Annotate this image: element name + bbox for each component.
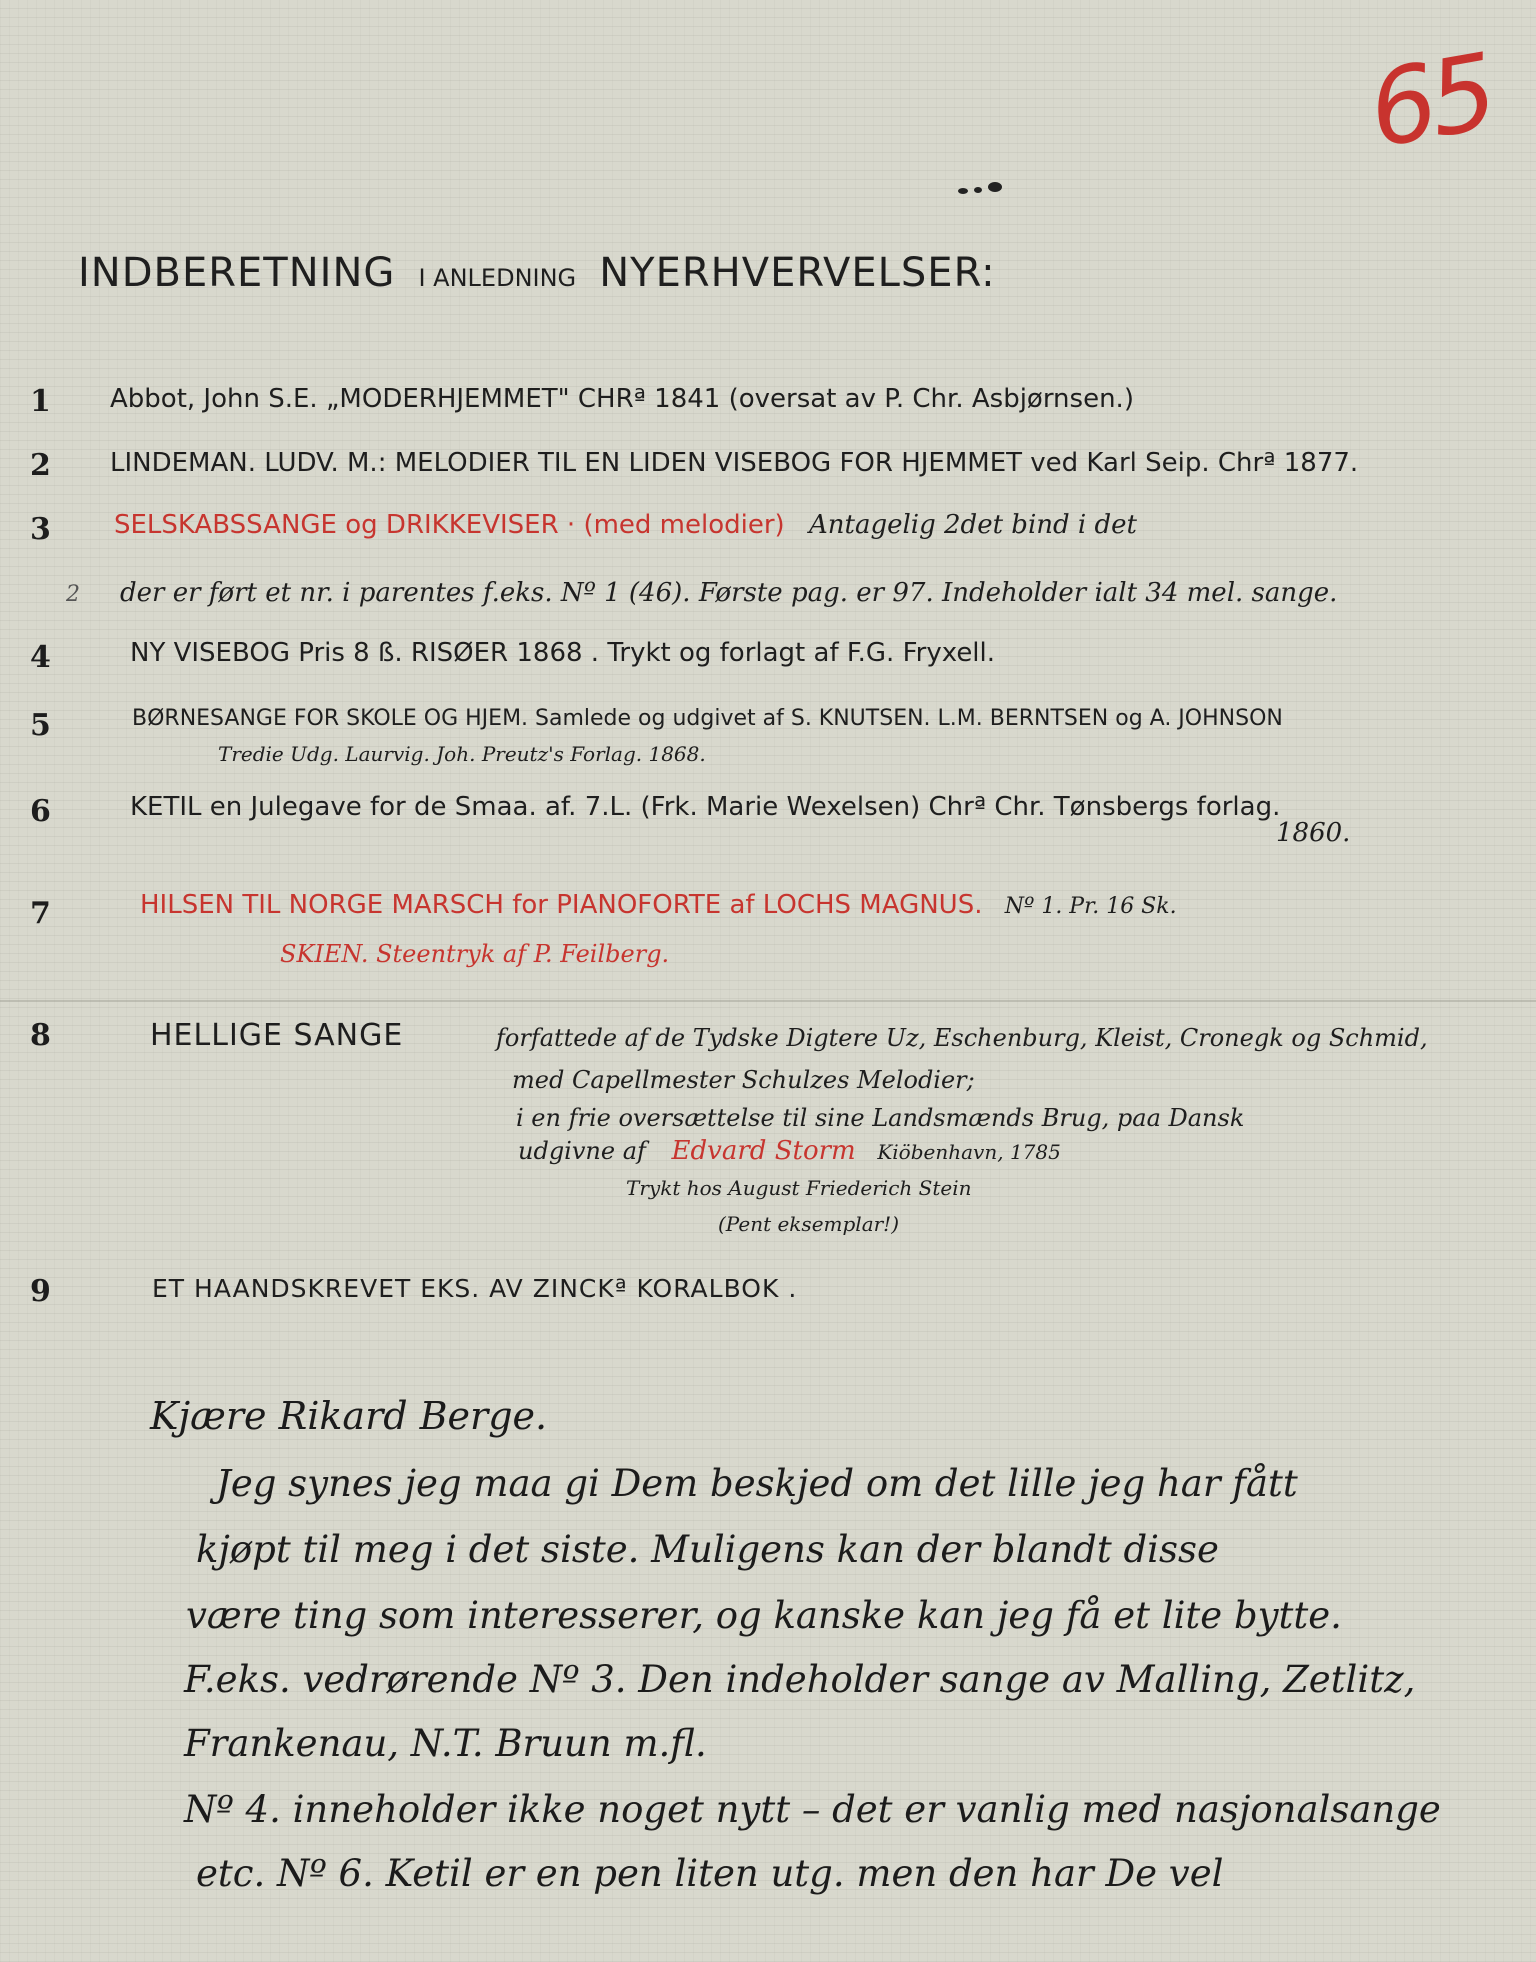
entry-number: 4 (30, 640, 51, 675)
title-part-1: INDBERETNING (78, 250, 396, 296)
entry-8-place-year: Kiöbenhavn, 1785 (877, 1140, 1061, 1164)
entry-8-published-by: udgivne af (518, 1137, 646, 1165)
entry-9-text: ET HAANDSKREVET EKS. AV ZINCKª KORALBOK . (152, 1274, 798, 1303)
entry-number: 6 (30, 794, 51, 829)
entry-2-text: LINDEMAN. LUDV. M.: MELODIER TIL EN LIDEN VISEBOG FOR HJEMMET ved Karl Seip. Chrª 1877. (110, 448, 1359, 478)
ink-blot (958, 182, 1004, 198)
entry-8-line-2: med Capellmester Schulzes Melodier; (512, 1066, 975, 1094)
entry-8-note: (Pent eksemplar!) (718, 1212, 900, 1236)
entry-3-note: Antagelig 2det bind i det (808, 510, 1137, 540)
entry-7-price: Nº 1. Pr. 16 Sk. (1004, 894, 1177, 919)
entry-number: 3 (30, 512, 51, 547)
entry-7-line-2: SKIEN. Steentryk af P. Feilberg. (280, 940, 670, 968)
entry-4-text: NY VISEBOG Pris 8 ß. RISØER 1868 . Trykt og forlagt af F.G. Fryxell. (130, 638, 996, 668)
entry-5-line-2: Tredie Udg. Laurvig. Joh. Preutz's Forlag. 1868. (218, 742, 706, 766)
letter-line-4: F.eks. vedrørende Nº 3. Den indeholder sange av Malling, Zetlitz, (184, 1658, 1416, 1701)
entry-number: 7 (30, 896, 51, 931)
entry-8-line-1: forfattede af de Tydske Digtere Uz, Eschenburg, Kleist, Cronegk og Schmid, (496, 1024, 1428, 1052)
title-part-3: NYERHVERVELSER: (599, 250, 996, 296)
entry-7-red-title: HILSEN TIL NORGE MARSCH for PIANOFORTE af LOCHS MAGNUS. (140, 890, 983, 920)
letter-line-3: være ting som interesserer, og kanske kan jeg få et lite bytte. (186, 1594, 1342, 1637)
entry-number: 5 (30, 708, 51, 743)
entry-8-printer: Trykt hos August Friederich Stein (626, 1176, 972, 1200)
entry-6-line-2: 1860. (1276, 818, 1351, 848)
document-title (78, 250, 996, 296)
entry-number: 9 (30, 1274, 51, 1309)
entry-8-heading: HELLIGE SANGE (150, 1018, 404, 1053)
margin-mark: 2 (66, 582, 80, 607)
entry-number: 2 (30, 448, 51, 483)
letter-line-1: Jeg synes jeg maa gi Dem beskjed om det lille jeg har fått (216, 1462, 1298, 1505)
entry-8-line-4 (518, 1136, 1061, 1166)
entry-3-line-2: der er ført et nr. i parentes f.eks. Nº 1 (46). Første pag. er 97. Indeholder ialt 34 mel. sange. (120, 578, 1338, 608)
letter-line-5: Frankenau, N.T. Bruun m.fl. (184, 1722, 707, 1765)
title-part-2: I ANLEDNING (418, 264, 577, 292)
letter-line-2: kjøpt til meg i det siste. Muligens kan der blandt disse (196, 1528, 1219, 1571)
entry-3-line-1 (114, 510, 1137, 540)
letter-line-6: Nº 4. inneholder ikke noget nytt – det er vanlig med nasjonalsange (184, 1788, 1441, 1831)
entry-6-line-1: KETIL en Julegave for de Smaa. af. 7.L. (Frk. Marie Wexelsen) Chrª Chr. Tønsbergs forlag. (130, 792, 1281, 822)
entry-5-line-1: BØRNESANGE FOR SKOLE OG HJEM. Samlede og udgivet af S. KNUTSEN. L.M. BERNTSEN og A. JOHNSON (132, 706, 1283, 731)
paper-fold-line (0, 1000, 1536, 1002)
letter-line-7: etc. Nº 6. Ketil er en pen liten utg. men den har De vel (196, 1852, 1224, 1895)
entry-1-text: Abbot, John S.E. „MODERHJEMMET" CHRª 1841 (oversat av P. Chr. Asbjørnsen.) (110, 384, 1134, 414)
entry-8-editor-name: Edvard Storm (671, 1136, 856, 1166)
page-number: 65 (1360, 30, 1501, 172)
letter-salutation: Kjære Rikard Berge. (150, 1394, 548, 1438)
entry-number: 8 (30, 1018, 51, 1053)
entry-3-red-title: SELSKABSSANGE og DRIKKEVISER · (med melodier) (114, 510, 785, 540)
entry-7-line-1 (140, 890, 1177, 920)
entry-8-line-3: i en frie oversættelse til sine Landsmænds Brug, paa Dansk (516, 1104, 1245, 1132)
entry-number: 1 (30, 384, 51, 419)
